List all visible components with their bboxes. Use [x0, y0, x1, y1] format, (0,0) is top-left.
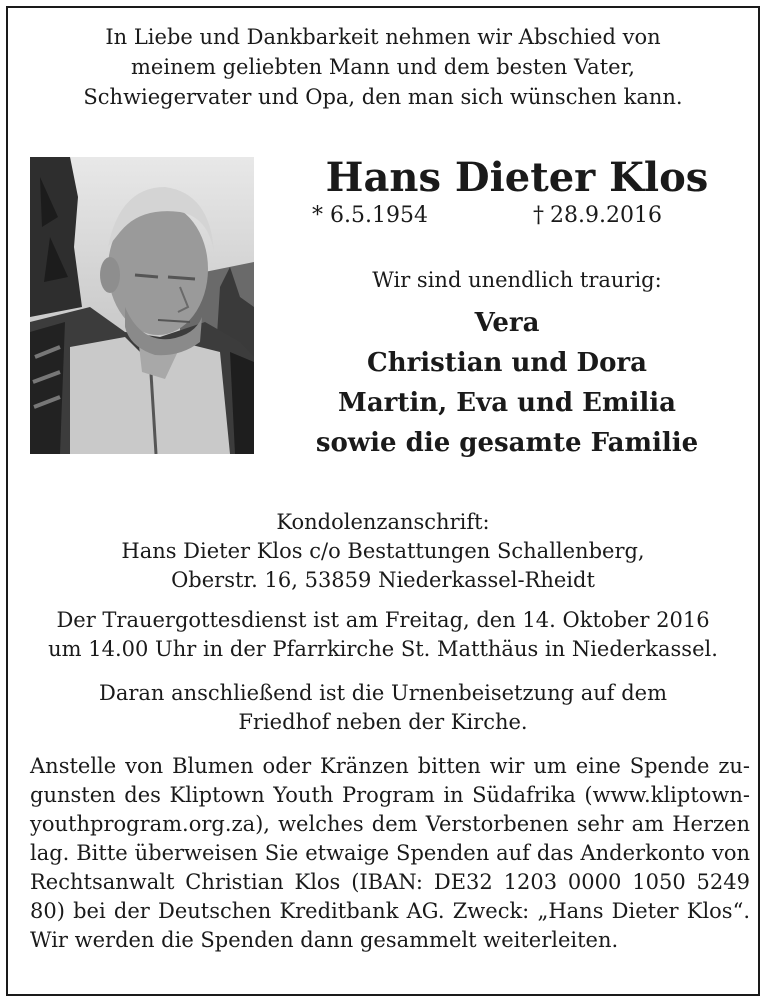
mourner-name: Vera — [474, 308, 540, 338]
condolence-address — [0, 508, 766, 595]
condolence-line: Oberstr. 16, 53859 Niederkassel-Rheidt — [171, 568, 595, 592]
donation-line: lag. Bitte überweisen Sie etwaige Spenden auf das Anderkonto von — [30, 841, 750, 865]
donation-line: Anstelle von Blumen oder Kränzen bitten wir um eine Spende zu- — [30, 754, 750, 778]
service-line: um 14.00 Uhr in der Pfarrkirche St. Matthäus in Niederkassel. — [48, 637, 718, 661]
donation-line: Wir werden die Spenden dann gesammelt weiterleiten. — [30, 928, 619, 952]
urn-burial-info — [0, 679, 766, 737]
funeral-service-info — [0, 606, 766, 664]
service-line: Der Trauergottesdienst ist am Freitag, den 14. Oktober 2016 — [56, 608, 710, 632]
intro-line: Schwiegervater und Opa, den man sich wünschen kann. — [83, 85, 683, 109]
mourner-name: Christian und Dora — [367, 348, 647, 378]
donation-line: Rechtsanwalt Christian Klos (IBAN: DE32 1203 0000 1050 5249 — [30, 870, 750, 894]
mourners-intro: Wir sind unendlich traurig: — [372, 268, 662, 292]
mourner-name: sowie die gesamte Familie — [315, 428, 699, 458]
mourners-list — [250, 303, 764, 463]
donation-line: gunsten des Kliptown Youth Program in Südafrika (www.kliptown- — [30, 783, 750, 807]
intro-text — [0, 22, 766, 112]
death-date: 28.9.2016 — [550, 203, 662, 228]
burial-line: Daran anschließend ist die Urnenbeisetzung auf dem — [98, 681, 667, 705]
burial-line: Friedhof neben der Kirche. — [238, 710, 528, 734]
mourner-name: Martin, Eva und Emilia — [338, 388, 676, 418]
intro-line: meinem geliebten Mann und dem besten Vater, — [131, 55, 635, 79]
donation-request — [30, 752, 750, 955]
donation-line: 80) bei der Deutschen Kreditbank AG. Zweck: „Hans Dieter Klos“. — [30, 899, 750, 923]
donation-line: youthprogram.org.za), welches dem Verstorbenen sehr am Herzen — [30, 812, 750, 836]
condolence-line: Kondolenzanschrift: — [276, 510, 490, 534]
condolence-line: Hans Dieter Klos c/o Bestattungen Schallenberg, — [121, 539, 645, 563]
cross-symbol: † — [533, 203, 544, 228]
portrait-photo — [30, 157, 254, 454]
deceased-name: Hans Dieter Klos — [325, 154, 709, 201]
intro-line: In Liebe und Dankbarkeit nehmen wir Abschied von — [105, 25, 661, 49]
death-date-group — [533, 203, 662, 228]
birth-date: * 6.5.1954 — [312, 203, 428, 228]
